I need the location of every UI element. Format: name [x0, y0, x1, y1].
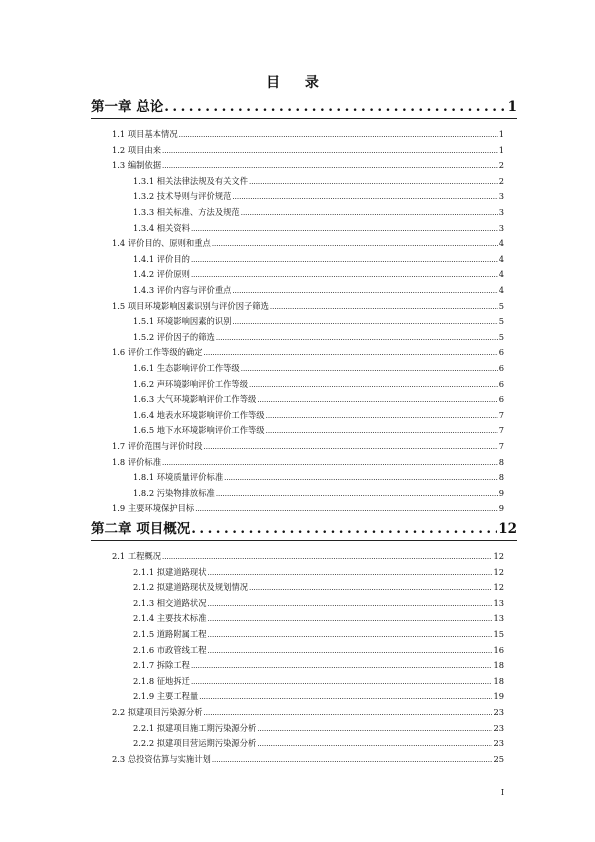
toc-entry-page: 23: [493, 738, 504, 749]
dot-leader: [249, 379, 498, 391]
toc-entry-page: 9: [498, 503, 504, 514]
toc-entry-label: 2.1.7 拆除工程: [133, 660, 190, 671]
toc-entry-label: 1.8.1 环境质量评价标准: [133, 472, 224, 483]
toc-subsection[interactable]: [133, 222, 504, 234]
toc-subsection[interactable]: [133, 628, 504, 640]
chapter-rule: [91, 540, 517, 541]
toc-subsection[interactable]: [133, 644, 504, 656]
toc-entry-page: 6: [498, 347, 504, 358]
toc-entry-page: 6: [498, 394, 504, 405]
toc-entry-label: 第一章 总论: [91, 99, 164, 115]
dot-leader: [162, 160, 498, 172]
toc-section[interactable]: [112, 502, 504, 514]
toc-entry-page: 8: [498, 472, 504, 483]
toc-section[interactable]: [112, 128, 504, 140]
toc-subsection[interactable]: [133, 206, 504, 218]
dot-leader: [162, 551, 492, 563]
dot-leader: [249, 582, 492, 594]
toc-subsection[interactable]: [133, 471, 504, 483]
toc-entry-page: 7: [498, 409, 504, 420]
toc-entry-page: 2: [498, 175, 504, 186]
dot-leader: [204, 441, 498, 453]
toc-entry-label: 1.1 项目基本情况: [112, 129, 178, 139]
toc-entry-page: 5: [498, 300, 504, 311]
toc-entry-page: 18: [493, 675, 504, 686]
dot-leader: [216, 488, 498, 500]
toc-entry-page: 1: [498, 144, 504, 155]
toc-entry-page: 25: [493, 753, 504, 764]
toc-entry-label: 1.8.2 污染物排放标准: [133, 487, 215, 498]
toc-entry-label: 1.7 评价范围与评价时段: [112, 441, 203, 451]
toc-subsection[interactable]: [133, 675, 504, 687]
dot-leader: [208, 598, 493, 610]
toc-entry-page: 7: [498, 425, 504, 436]
dot-leader: [179, 129, 498, 141]
toc-entry-label: 1.8 评价标准: [112, 456, 162, 467]
chapter-rule: [91, 118, 517, 119]
toc-entry-page: 1: [498, 129, 504, 139]
toc-entry-label: 第二章 项目概况: [91, 521, 191, 537]
toc-entry-label: 1.5 项目环境影响因素识别与评价因子筛选: [112, 300, 269, 311]
toc-subsection[interactable]: [133, 487, 504, 499]
dot-leader: [257, 723, 492, 735]
toc-entry-page: 23: [493, 722, 504, 733]
toc-entry-label: 2.1 工程概况: [112, 551, 162, 561]
toc-entry-label: 1.3 编制依据: [112, 160, 162, 171]
dot-leader: [266, 410, 498, 422]
toc-entry-page: 13: [493, 597, 504, 608]
toc-subsection[interactable]: [133, 362, 504, 374]
page-number: I: [500, 788, 504, 797]
toc-subsection[interactable]: [133, 253, 504, 265]
toc-entry-label: 2.2.1 拟建项目施工期污染源分析: [133, 722, 257, 733]
toc-entry-label: 1.5.2 评价因子的筛选: [133, 331, 215, 342]
dot-leader: [204, 347, 498, 359]
toc-entry-page: 2: [498, 160, 504, 171]
toc-subsection[interactable]: [133, 581, 504, 593]
toc-subsection[interactable]: [133, 268, 504, 280]
dot-leader: [241, 363, 498, 375]
toc-section[interactable]: [112, 550, 504, 562]
dot-leader: [204, 707, 493, 719]
toc-subsection[interactable]: [133, 612, 504, 624]
toc-entry-label: 1.4 评价目的、原则和重点: [112, 238, 211, 249]
toc-entry-page: 4: [498, 269, 504, 280]
toc-entry-page: 6: [498, 363, 504, 373]
dot-leader: [191, 660, 493, 672]
toc-entry-label: 1.4.1 评价目的: [133, 253, 190, 264]
toc-subsection[interactable]: [133, 315, 504, 327]
toc-entry-label: 1.3.2 技术导则与评价规范: [133, 191, 232, 202]
toc-subsection[interactable]: [133, 378, 504, 390]
toc-subsection[interactable]: [133, 190, 504, 202]
toc-section[interactable]: [112, 159, 504, 171]
dot-leader: [164, 98, 506, 116]
toc-subsection[interactable]: [133, 175, 504, 187]
toc-section[interactable]: [112, 346, 504, 358]
dot-leader: [208, 645, 493, 657]
toc-entry-page: 12: [498, 521, 517, 537]
toc-entry-label: 1.3.4 相关资料: [133, 222, 190, 233]
toc-entry-page: 6: [498, 378, 504, 389]
dot-leader: [208, 567, 493, 579]
toc-entry-label: 1.6.4 地表水环境影响评价工作等级: [133, 409, 265, 420]
dot-leader: [232, 316, 497, 328]
toc-entry-page: 23: [493, 707, 504, 717]
toc-entry-label: 1.5.1 环境影响因素的识别: [133, 316, 232, 327]
dot-leader: [191, 676, 493, 688]
toc-subsection[interactable]: [133, 424, 504, 436]
toc-entry-label: 2.1.8 征地拆迁: [133, 675, 190, 686]
toc-section[interactable]: [112, 753, 504, 765]
toc-entry-label: 1.4.3 评价内容与评价重点: [133, 285, 232, 295]
toc-entry-page: 5: [498, 331, 504, 342]
toc-entry-label: 1.2 项目由来: [112, 144, 162, 155]
toc-chapter[interactable]: [91, 520, 517, 538]
toc-entry-page: 7: [498, 441, 504, 451]
dot-leader: [232, 191, 497, 203]
toc-entry-label: 1.4.2 评价原则: [133, 269, 190, 280]
dot-leader: [162, 145, 498, 157]
dot-leader: [195, 503, 498, 515]
dot-leader: [266, 425, 498, 437]
dot-leader: [241, 207, 498, 219]
toc-entry-label: 2.1.4 主要技术标准: [133, 613, 207, 624]
dot-leader: [224, 472, 498, 484]
toc-subsection[interactable]: [133, 331, 504, 343]
toc-chapter[interactable]: [91, 98, 517, 116]
dot-leader: [212, 754, 493, 766]
toc-entry-label: 1.6.1 生态影响评价工作等级: [133, 363, 240, 373]
toc-entry-label: 2.2.2 拟建项目营运期污染源分析: [133, 738, 257, 749]
toc-entry-label: 2.2 拟建项目污染源分析: [112, 707, 203, 717]
page-title: 目 录: [266, 75, 329, 91]
dot-leader: [270, 301, 498, 313]
toc-entry-page: 12: [493, 566, 504, 577]
toc-subsection[interactable]: [133, 597, 504, 609]
dot-leader: [162, 457, 498, 469]
dot-leader: [216, 332, 498, 344]
toc-entry-page: 8: [498, 456, 504, 467]
toc-entry-page: 3: [498, 222, 504, 233]
toc-entry-label: 1.6 评价工作等级的确定: [112, 347, 203, 358]
toc-subsection[interactable]: [133, 722, 504, 734]
toc-entry-page: 13: [493, 613, 504, 624]
dot-leader: [212, 238, 498, 250]
toc-subsection[interactable]: [133, 393, 504, 405]
toc-entry-label: 1.6.2 声环境影响评价工作等级: [133, 378, 249, 389]
toc-entry-page: 4: [498, 238, 504, 249]
toc-subsection[interactable]: [133, 659, 504, 671]
toc-subsection[interactable]: [133, 737, 504, 749]
toc-entry-label: 2.1.2 拟建道路现状及规划情况: [133, 582, 249, 593]
toc-entry-label: 1.6.5 地下水环境影响评价工作等级: [133, 425, 265, 436]
toc-entry-label: 2.1.5 道路附属工程: [133, 629, 207, 639]
toc-entry-page: 19: [493, 691, 504, 702]
dot-leader: [191, 254, 498, 266]
dot-leader: [208, 613, 493, 625]
toc-entry-label: 2.3 总投资估算与实施计划: [112, 753, 211, 764]
toc-entry-page: 3: [498, 191, 504, 202]
dot-leader: [232, 285, 497, 297]
toc-entry-label: 1.3.3 相关标准、方法及规范: [133, 207, 240, 217]
toc-section[interactable]: [112, 144, 504, 156]
toc-entry-page: 1: [507, 99, 517, 115]
toc-section[interactable]: [112, 300, 504, 312]
dot-leader: [191, 269, 498, 281]
toc-entry-page: 3: [498, 207, 504, 217]
toc-section[interactable]: [112, 237, 504, 249]
toc-section[interactable]: [112, 456, 504, 468]
toc-entry-label: 2.1.1 拟建道路现状: [133, 566, 207, 577]
toc-subsection[interactable]: [133, 690, 504, 702]
toc-section[interactable]: [112, 706, 504, 718]
dot-leader: [257, 394, 497, 406]
toc-entry-label: 2.1.3 相交道路状况: [133, 597, 207, 608]
toc-entry-page: 16: [493, 644, 504, 655]
toc-entry-page: 4: [498, 285, 504, 295]
dot-leader: [208, 629, 493, 641]
dot-leader: [257, 738, 492, 750]
toc-subsection[interactable]: [133, 284, 504, 296]
toc-entry-page: 4: [498, 253, 504, 264]
toc-entry-label: 2.1.9 主要工程量: [133, 691, 199, 702]
dot-leader: [249, 176, 498, 188]
toc-entry-page: 12: [493, 582, 504, 593]
dot-leader: [199, 691, 492, 703]
toc-section[interactable]: [112, 440, 504, 452]
toc-entry-page: 5: [498, 316, 504, 327]
toc-entry-page: 18: [493, 660, 504, 671]
toc-entry-page: 15: [493, 629, 504, 639]
toc-entry-page: 12: [493, 551, 504, 561]
dot-leader: [191, 520, 497, 538]
toc-entry-label: 1.3.1 相关法律法规及有关文件: [133, 175, 249, 186]
dot-leader: [191, 223, 498, 235]
toc-subsection[interactable]: [133, 566, 504, 578]
toc-entry-label: 1.6.3 大气环境影响评价工作等级: [133, 394, 257, 405]
toc-entry-label: 2.1.6 市政管线工程: [133, 644, 207, 655]
toc-entry-page: 9: [498, 487, 504, 498]
toc-entry-label: 1.9 主要环境保护目标: [112, 503, 195, 514]
toc-subsection[interactable]: [133, 409, 504, 421]
